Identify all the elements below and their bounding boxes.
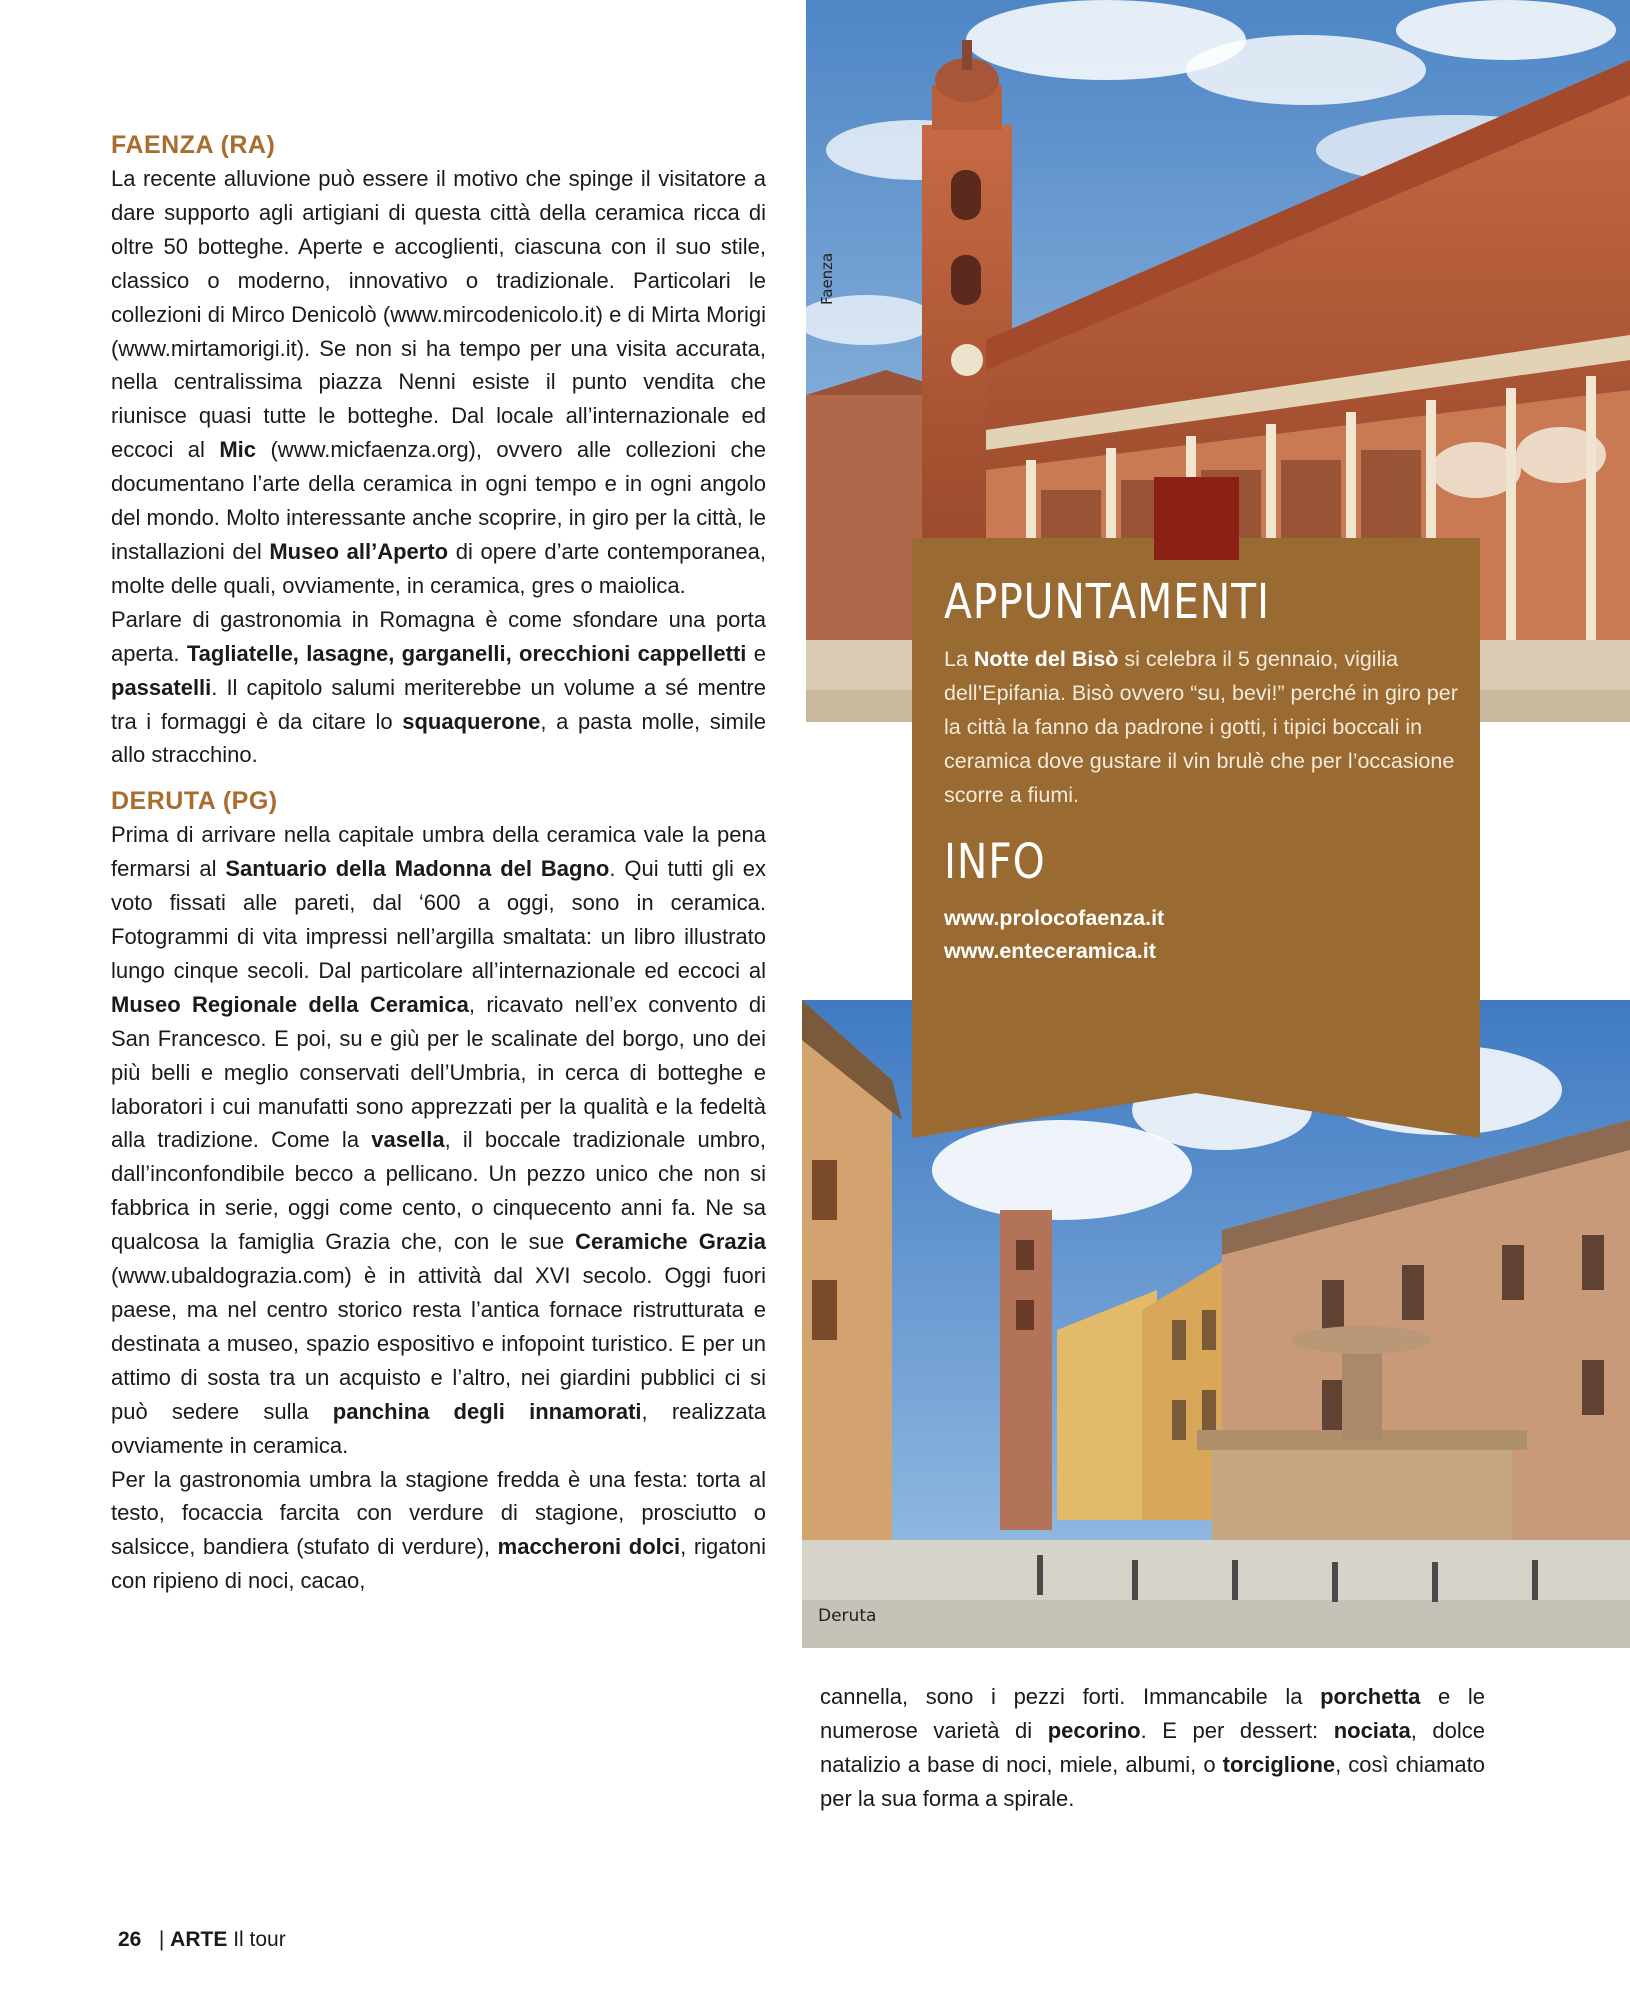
text-run: (www.micfaenza.org), ovvero alle collezioni che documentano l’arte della ceramica in ogni tempo e in ogni angolo del mondo. Molto interessante anche scoprire, in giro per la città, le installazioni del — [111, 437, 766, 564]
bold-text: Ceramiche Grazia — [575, 1229, 767, 1255]
bold-text: Santuario della Madonna del Bagno — [225, 856, 610, 882]
deruta-paragraph-1 — [111, 818, 766, 1462]
text-run: . Il capitolo salumi meriterebbe un volume a sé mentre tra i formaggi è da citare lo — [111, 674, 766, 734]
panel-text — [944, 642, 1464, 812]
bold-text: pecorino — [1047, 1717, 1141, 1743]
link-enteceramica[interactable]: www.enteceramica.it — [944, 939, 1156, 963]
bold-text: nociata — [1333, 1717, 1411, 1743]
panel-title: APPUNTAMENTI — [944, 574, 1270, 630]
page-footer — [118, 1928, 286, 1952]
text-run: , così chiamato per la sua forma a spirale. — [820, 1751, 1485, 1811]
caption-faenza: Faenza — [818, 252, 836, 305]
text-run: La — [944, 647, 974, 671]
left-column — [111, 128, 766, 1598]
text-run: Parlare di gastronomia in Romagna è come sfondare una porta aperta. — [111, 606, 766, 666]
footer-separator: | — [147, 1928, 171, 1951]
faenza-paragraph-1 — [111, 162, 766, 603]
text-run: cannella, sono i pezzi forti. Immancabile la — [820, 1684, 1321, 1709]
bold-text: passatelli — [111, 674, 212, 700]
text-run: e le numerose varietà di — [820, 1684, 1485, 1743]
bold-text: Museo Regionale della Ceramica — [111, 991, 469, 1017]
text-run: Prima di arrivare nella capitale umbra della ceramica vale la pena fermarsi al — [111, 822, 766, 882]
deruta-paragraph-2 — [111, 1463, 766, 1599]
accent-square — [1154, 477, 1239, 560]
text-run: di opere d’arte contemporanea, molte delle quali, ovviamente, in ceramica, gres o maiolica. — [111, 538, 767, 598]
bold-text: Mic — [219, 437, 257, 463]
page-number: 26 — [118, 1928, 142, 1951]
bold-text: porchetta — [1320, 1684, 1421, 1709]
faenza-paragraph-2 — [111, 603, 766, 773]
text-run: , a pasta molle, simile allo stracchino. — [111, 708, 766, 768]
text-run: e — [746, 640, 766, 666]
text-run: Per la gastronomia umbra la stagione fredda è una festa: torta al testo, focaccia farcita con verdure di stagione, prosciutto o salsicce, bandiera (stufato di verdure), — [111, 1466, 766, 1560]
bold-text: vasella — [371, 1127, 445, 1153]
bold-text: Museo all’Aperto — [269, 538, 449, 564]
section-heading-deruta: DERUTA (PG) — [111, 787, 278, 816]
link-prolocofaenza[interactable]: www.prolocofaenza.it — [944, 906, 1165, 930]
text-run: . Qui tutti gli ex voto fissati alle pareti, dal ‘600 a oggi, sono in ceramica. Fotogrammi di vita impressi nell’argilla smaltata: un libro illustrato lungo cinque secoli. Dal particolare all’internazionale ed eccoci al — [111, 856, 766, 983]
text-run: (www.ubaldograzia.com) è in attività dal XVI secolo. Oggi fuori paese, ma nel centro storico resta l’antica fornace ristrutturata e destinata a museo, spazio espositivo e infopoint turistico. E per un attimo di sosta tra un acquisto e l’altro, nei giardini pubblici ci si può sedere sulla — [111, 1263, 766, 1424]
deruta-paragraph-2-continued — [820, 1680, 1485, 1816]
text-run: , dolce natalizio a base di noci, miele, albumi, o — [820, 1717, 1485, 1777]
info-title: INFO — [944, 834, 1046, 890]
footer-section: ARTE — [170, 1928, 228, 1951]
text-run: , realizzata ovviamente in ceramica. — [111, 1398, 767, 1458]
text-run: . E per dessert: — [1140, 1717, 1334, 1743]
right-column — [820, 1680, 1485, 1816]
bold-text: torciglione — [1222, 1751, 1336, 1777]
text-run: , il boccale tradizionale umbro, dall’inconfondibile becco a pellicano. Un pezzo unico che non si fabbrica in serie, oggi come cento, o cinquecento anni fa. Ne sa qualcosa la famiglia Grazia che, con le sue — [111, 1127, 766, 1255]
bold-text: panchina degli innamorati — [332, 1398, 642, 1424]
bold-text: squaquerone — [402, 708, 541, 734]
section-heading-faenza: FAENZA (RA) — [111, 131, 276, 159]
bold-text: maccheroni dolci — [497, 1534, 681, 1560]
text-run: , ricavato nell’ex convento di San Francesco. E poi, su e giù per le scalinate del borgo, uno dei più belli e meglio conservati dell’Umbria, in cerca di botteghe e laboratori i cui manufatti sono apprezzati per la qualità e la fedeltà alla tradizione. Come la — [111, 991, 767, 1153]
text-run: si celebra il 5 gennaio, vigilia dell’Epifania. Bisò ovvero “su, bevi!” perché in giro per la città la fanno da padrone i gotti, i tipici boccali in ceramica dove gustare il vin brulè che per l’occasione scorre a fiumi. — [944, 647, 1458, 807]
text-run: La recente alluvione può essere il motivo che spinge il visitatore a dare supporto agli artigiani di questa città della ceramica ricca di oltre 50 botteghe. Aperte e accoglienti, ciascuna con il suo stile, classico o moderno, innovativo o tradizionale. Particolari le collezioni di Mirco Denicolò (www.mircodenicolo.it) e di Mirta Morigi (www.mirtamorigi.it). Se non si ha tempo per una visita accurata, nella centralissima piazza Nenni esiste il punto vendita che riunisce quasi tutte le botteghe. Dal locale all’internazionale ed eccoci al — [111, 166, 766, 463]
bold-text: Notte del Bisò — [973, 647, 1119, 671]
appuntamenti-panel — [912, 538, 1480, 1138]
caption-deruta: Deruta — [818, 1606, 877, 1626]
bold-text: Tagliatelle, lasagne, garganelli, orecchioni cappelletti — [186, 640, 747, 666]
text-run: , rigatoni con ripieno di noci, cacao, — [111, 1534, 766, 1594]
footer-subsection: Il tour — [233, 1928, 286, 1951]
